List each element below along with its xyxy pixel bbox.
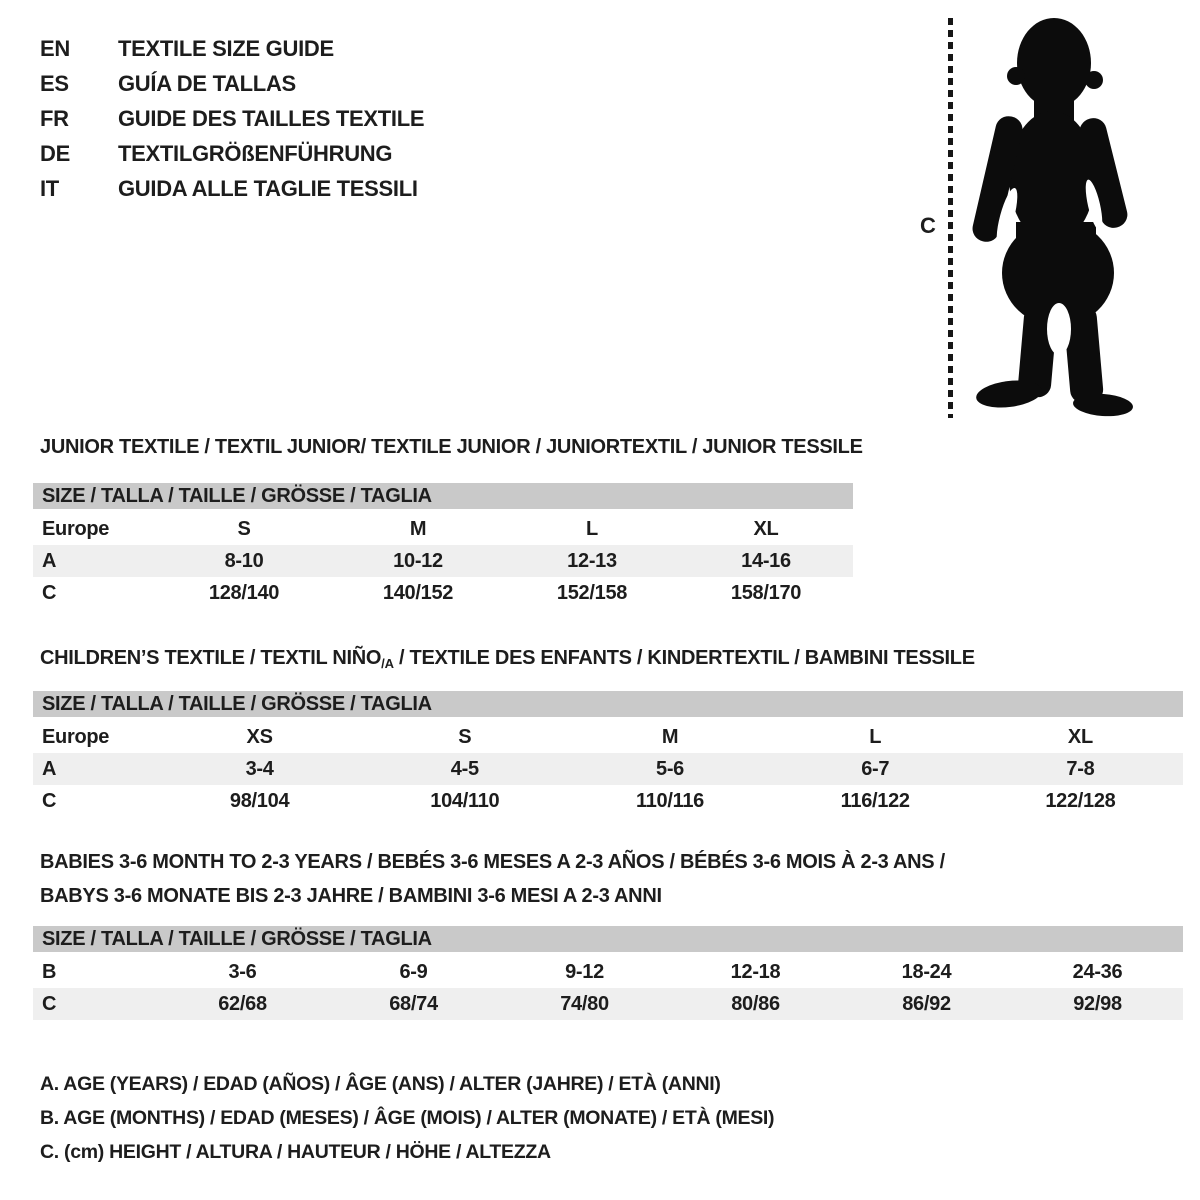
junior-size-table: [33, 483, 853, 609]
value-cell: 74/80: [560, 993, 609, 1015]
babies-heading-line2: BABYS 3-6 MONATE BIS 2-3 JAHRE / BAMBINI 3-6 MESI A 2-3 ANNI: [40, 884, 662, 907]
size-header-bar: [33, 926, 1183, 952]
row-label: Europe: [42, 518, 110, 540]
guide-title: GUÍA DE TALLAS: [118, 71, 296, 96]
size-cell: XL: [1067, 726, 1093, 748]
value-cell: 140/152: [382, 582, 454, 604]
row-label: C: [42, 790, 57, 812]
value-cell: 110/116: [636, 790, 704, 812]
value-cell: 18-24: [901, 961, 952, 983]
language-code: DE: [40, 141, 70, 166]
babies-heading-line1: BABIES 3-6 MONTH TO 2-3 YEARS / BEBÉS 3-6 MESES A 2-3 AÑOS / BÉBÉS 3-6 MOIS À 2-3 ANS /: [40, 851, 945, 873]
table-row-region: [33, 721, 1183, 753]
junior-section-heading: JUNIOR TEXTILE / TEXTIL JUNIOR/ TEXTILE JUNIOR / JUNIORTEXTIL / JUNIOR TESSILE: [40, 436, 863, 458]
value-cell: 116/122: [840, 790, 910, 812]
children-size-table: [33, 691, 1183, 817]
language-code: EN: [40, 36, 70, 61]
size-cell: L: [586, 518, 598, 540]
row-label: A: [42, 550, 57, 572]
table-row-age: [33, 545, 853, 577]
language-row-it: [40, 171, 424, 206]
table-row-age: [33, 753, 1183, 785]
value-cell: 5-6: [656, 758, 685, 780]
size-header-text: SIZE / TALLA / TAILLE / GRÖSSE / TAGLIA: [42, 928, 432, 950]
value-cell: 62/68: [218, 993, 267, 1015]
value-cell: 3-4: [245, 758, 274, 780]
value-cell: 92/98: [1073, 993, 1122, 1015]
size-cell: M: [409, 518, 427, 540]
value-cell: 3-6: [228, 961, 257, 983]
value-cell: 24-36: [1072, 961, 1123, 983]
row-label: C: [42, 993, 57, 1015]
language-row-de: [40, 136, 424, 171]
children-heading-subscript: /A: [381, 656, 394, 671]
guide-title: TEXTILGRÖßENFÜHRUNG: [118, 141, 393, 166]
children-heading-pre: CHILDREN’S TEXTILE / TEXTIL NIÑO: [40, 647, 382, 669]
table-row-height: [33, 577, 853, 609]
guide-title: GUIDE DES TAILLES TEXTILE: [118, 106, 425, 131]
guide-title: GUIDA ALLE TAGLIE TESSILI: [118, 176, 418, 201]
language-row-fr: [40, 101, 424, 136]
legend-line-b: B. AGE (MONTHS) / EDAD (MESES) / ÂGE (MOIS) / ALTER (MONATE) / ETÀ (MESI): [40, 1107, 775, 1129]
value-cell: 12-18: [730, 961, 781, 983]
size-cell: S: [237, 518, 251, 540]
legend-line-a: A. AGE (YEARS) / EDAD (AÑOS) / ÂGE (ANS) / ALTER (JAHRE) / ETÀ (ANNI): [40, 1073, 721, 1095]
babies-size-table: [33, 926, 1183, 1020]
value-cell: 10-12: [393, 550, 443, 572]
value-cell: 6-9: [399, 961, 428, 983]
measure-legend: [40, 1067, 774, 1169]
size-header-bar: [33, 483, 853, 509]
value-cell: 68/74: [389, 993, 438, 1015]
value-cell: 152/158: [556, 582, 628, 604]
value-cell: 14-16: [741, 550, 791, 572]
value-cell: 4-5: [450, 758, 479, 780]
table-row-months: [33, 956, 1183, 988]
toddler-silhouette-icon: [966, 17, 1136, 418]
value-cell: 6-7: [861, 758, 890, 780]
size-cell: S: [458, 726, 472, 748]
value-cell: 86/92: [902, 993, 951, 1015]
value-cell: 128/140: [208, 582, 280, 604]
table-row-height: [33, 785, 1183, 817]
size-cell: L: [869, 726, 882, 748]
guide-title: TEXTILE SIZE GUIDE: [118, 36, 334, 61]
language-row-en: [40, 31, 424, 66]
size-cell: XL: [753, 518, 779, 540]
table-row-height: [33, 988, 1183, 1020]
language-code: IT: [40, 176, 59, 201]
legend-line-c: C. (cm) HEIGHT / ALTURA / HAUTEUR / HÖHE / ALTEZZA: [40, 1141, 551, 1163]
value-cell: 9-12: [565, 961, 604, 983]
table-row-region: [33, 513, 853, 545]
value-cell: 7-8: [1066, 758, 1095, 780]
children-section-heading: [40, 647, 975, 675]
size-cell: XS: [246, 726, 273, 748]
value-cell: 122/128: [1045, 790, 1116, 812]
babies-section-heading: [40, 846, 945, 913]
value-cell: 104/110: [430, 790, 500, 812]
row-label: A: [42, 758, 57, 780]
value-cell: 80/86: [731, 993, 780, 1015]
row-label: Europe: [42, 726, 110, 748]
size-cell: M: [661, 726, 679, 748]
size-header-bar: [33, 691, 1183, 717]
size-header-text: SIZE / TALLA / TAILLE / GRÖSSE / TAGLIA: [42, 485, 432, 507]
row-label: B: [42, 961, 57, 983]
value-cell: 8-10: [224, 550, 264, 572]
size-header-text: SIZE / TALLA / TAILLE / GRÖSSE / TAGLIA: [42, 693, 432, 715]
language-code: ES: [40, 71, 69, 96]
language-code: FR: [40, 106, 69, 131]
row-label: C: [42, 582, 57, 604]
language-row-es: [40, 66, 424, 101]
value-cell: 12-13: [567, 550, 617, 572]
value-cell: 98/104: [229, 790, 290, 812]
height-measure-label: C: [920, 213, 936, 238]
children-heading-post: / TEXTILE DES ENFANTS / KINDERTEXTIL / BAMBINI TESSILE: [393, 647, 975, 669]
value-cell: 158/170: [730, 582, 802, 604]
height-measure-dashed-line: [948, 18, 953, 418]
language-title-list: [40, 31, 424, 206]
